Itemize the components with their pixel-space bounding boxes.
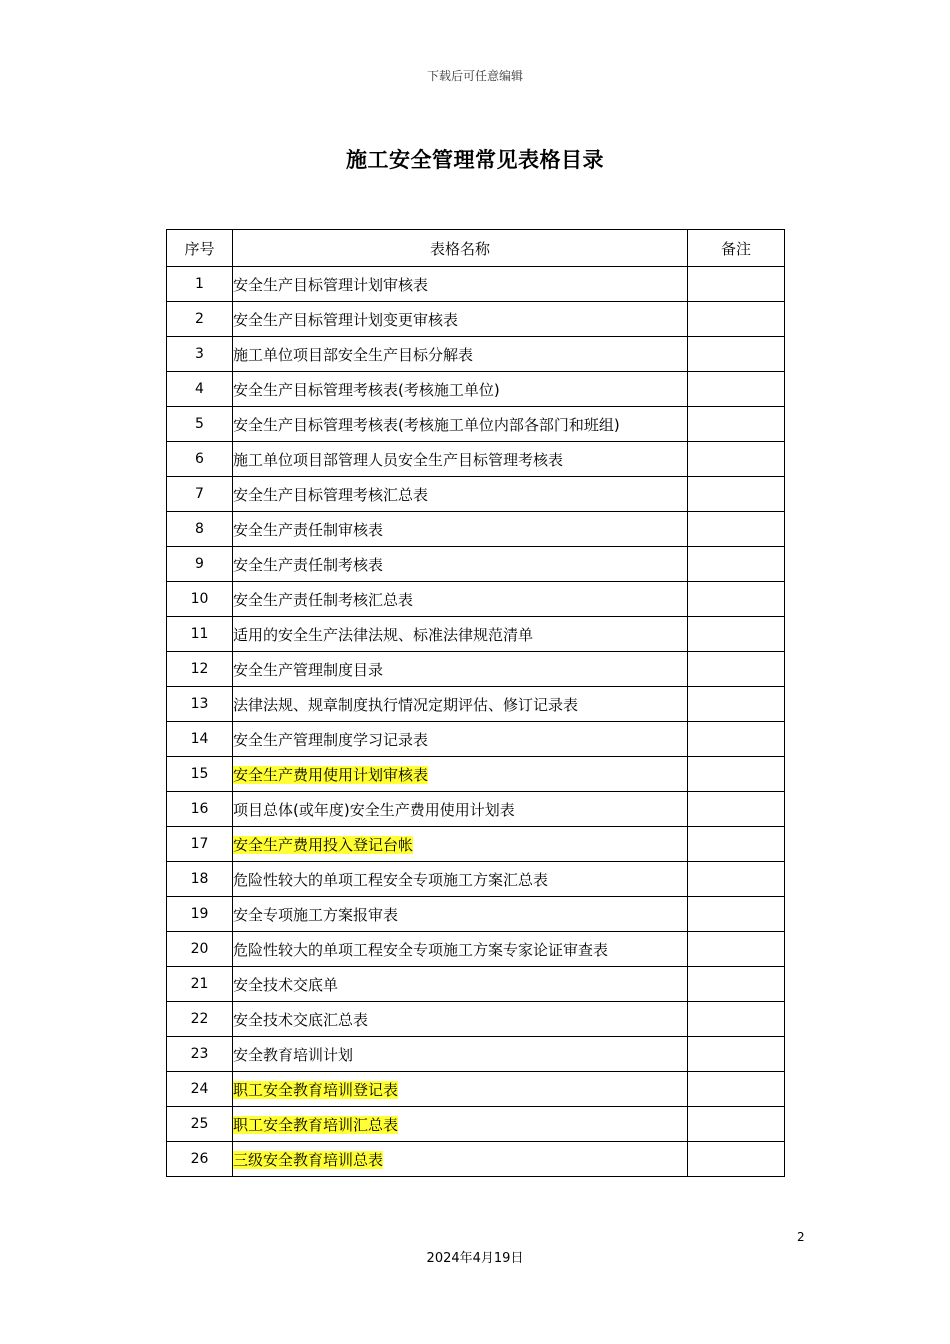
row-form-name: 安全生产责任制考核汇总表 [233, 590, 414, 609]
row-form-name-cell [233, 1072, 688, 1107]
row-form-name: 施工单位项目部安全生产目标分解表 [233, 345, 474, 364]
row-form-name: 危险性较大的单项工程安全专项施工方案汇总表 [233, 870, 549, 889]
table-row [167, 617, 785, 652]
row-number: 4 [167, 372, 233, 407]
table-row [167, 582, 785, 617]
row-form-name: 安全教育培训计划 [233, 1045, 354, 1064]
row-form-name-cell [233, 442, 688, 477]
row-form-name-cell [233, 687, 688, 722]
row-number: 7 [167, 477, 233, 512]
table-row [167, 932, 785, 967]
row-remarks [688, 1037, 785, 1072]
row-number: 12 [167, 652, 233, 687]
row-remarks [688, 652, 785, 687]
row-form-name-cell [233, 477, 688, 512]
row-form-name-cell [233, 1002, 688, 1037]
table-row [167, 267, 785, 302]
table-row [167, 827, 785, 862]
row-form-name-cell [233, 302, 688, 337]
row-form-name: 项目总体(或年度)安全生产费用使用计划表 [233, 800, 515, 819]
row-form-name-cell [233, 897, 688, 932]
table-header-row [167, 230, 785, 267]
row-form-name: 安全生产目标管理计划审核表 [233, 275, 429, 294]
table-row [167, 372, 785, 407]
row-form-name-cell [233, 337, 688, 372]
row-number: 16 [167, 792, 233, 827]
row-form-name: 职工安全教育培训汇总表 [233, 1115, 399, 1134]
row-number: 11 [167, 617, 233, 652]
row-number: 6 [167, 442, 233, 477]
row-remarks [688, 1002, 785, 1037]
row-form-name: 安全生产责任制考核表 [233, 555, 384, 574]
row-form-name-cell [233, 722, 688, 757]
table-row [167, 687, 785, 722]
row-form-name: 安全生产目标管理考核汇总表 [233, 485, 429, 504]
row-form-name: 安全生产目标管理考核表(考核施工单位内部各部门和班组) [233, 415, 620, 434]
table-row [167, 652, 785, 687]
row-form-name: 职工安全教育培训登记表 [233, 1080, 399, 1099]
table-row [167, 722, 785, 757]
row-remarks [688, 617, 785, 652]
row-number: 13 [167, 687, 233, 722]
row-number: 15 [167, 757, 233, 792]
table-row [167, 302, 785, 337]
row-form-name: 安全生产管理制度目录 [233, 660, 384, 679]
row-form-name: 安全专项施工方案报审表 [233, 905, 399, 924]
table-row [167, 442, 785, 477]
row-form-name-cell [233, 512, 688, 547]
row-number: 26 [167, 1142, 233, 1177]
row-number: 9 [167, 547, 233, 582]
row-number: 5 [167, 407, 233, 442]
row-form-name: 安全生产管理制度学习记录表 [233, 730, 429, 749]
row-remarks [688, 897, 785, 932]
row-remarks [688, 1107, 785, 1142]
row-form-name-cell [233, 827, 688, 862]
column-header-number: 序号 [167, 230, 233, 267]
row-remarks [688, 792, 785, 827]
row-form-name: 适用的安全生产法律法规、标准法律规范清单 [233, 625, 534, 644]
row-form-name-cell [233, 757, 688, 792]
row-number: 20 [167, 932, 233, 967]
table-row [167, 512, 785, 547]
row-number: 10 [167, 582, 233, 617]
row-number: 21 [167, 967, 233, 1002]
table-row [167, 477, 785, 512]
table-row [167, 897, 785, 932]
row-remarks [688, 582, 785, 617]
row-remarks [688, 302, 785, 337]
row-form-name: 安全生产责任制审核表 [233, 520, 384, 539]
row-form-name-cell [233, 267, 688, 302]
table-row [167, 1037, 785, 1072]
row-form-name-cell [233, 372, 688, 407]
row-remarks [688, 757, 785, 792]
row-number: 1 [167, 267, 233, 302]
row-form-name-cell [233, 652, 688, 687]
row-form-name: 三级安全教育培训总表 [233, 1150, 384, 1169]
table-row [167, 337, 785, 372]
footer-date: 2024年4月19日 [426, 1251, 524, 1266]
row-remarks [688, 372, 785, 407]
row-remarks [688, 442, 785, 477]
row-remarks [688, 722, 785, 757]
row-form-name-cell [233, 1107, 688, 1142]
row-number: 8 [167, 512, 233, 547]
table-row [167, 1002, 785, 1037]
header-note: 下载后可任意编辑 [426, 69, 523, 83]
table-row [167, 1072, 785, 1107]
table-row [167, 407, 785, 442]
row-remarks [688, 932, 785, 967]
row-form-name-cell [233, 932, 688, 967]
table-body [167, 267, 785, 1177]
row-remarks [688, 827, 785, 862]
row-remarks [688, 337, 785, 372]
row-form-name: 危险性较大的单项工程安全专项施工方案专家论证审查表 [233, 940, 609, 959]
row-form-name-cell [233, 1142, 688, 1177]
row-remarks [688, 267, 785, 302]
table-row [167, 757, 785, 792]
row-number: 17 [167, 827, 233, 862]
row-form-name-cell [233, 862, 688, 897]
row-remarks [688, 1142, 785, 1177]
row-number: 14 [167, 722, 233, 757]
row-number: 25 [167, 1107, 233, 1142]
table-row [167, 862, 785, 897]
row-remarks [688, 512, 785, 547]
row-form-name: 法律法规、规章制度执行情况定期评估、修订记录表 [233, 695, 579, 714]
table-row [167, 1107, 785, 1142]
row-number: 24 [167, 1072, 233, 1107]
table-row [167, 967, 785, 1002]
row-number: 18 [167, 862, 233, 897]
row-form-name-cell [233, 1037, 688, 1072]
column-header-remarks: 备注 [688, 230, 785, 267]
row-form-name-cell [233, 407, 688, 442]
table-row [167, 1142, 785, 1177]
row-form-name-cell [233, 617, 688, 652]
row-form-name: 安全技术交底汇总表 [233, 1010, 369, 1029]
row-remarks [688, 967, 785, 1002]
row-form-name-cell [233, 967, 688, 1002]
row-form-name-cell [233, 792, 688, 827]
table-row [167, 792, 785, 827]
row-remarks [688, 547, 785, 582]
row-number: 23 [167, 1037, 233, 1072]
row-form-name: 安全技术交底单 [233, 975, 339, 994]
page-number: 2 [797, 1230, 805, 1244]
row-form-name: 安全生产费用使用计划审核表 [233, 765, 429, 784]
row-number: 2 [167, 302, 233, 337]
table-row [167, 547, 785, 582]
row-remarks [688, 1072, 785, 1107]
row-form-name: 安全生产费用投入登记台帐 [233, 835, 414, 854]
row-form-name: 施工单位项目部管理人员安全生产目标管理考核表 [233, 450, 564, 469]
row-remarks [688, 862, 785, 897]
form-index-table [166, 229, 785, 1177]
row-number: 22 [167, 1002, 233, 1037]
row-form-name: 安全生产目标管理考核表(考核施工单位) [233, 380, 500, 399]
row-remarks [688, 687, 785, 722]
row-number: 19 [167, 897, 233, 932]
row-form-name: 安全生产目标管理计划变更审核表 [233, 310, 459, 329]
row-form-name-cell [233, 582, 688, 617]
document-title: 施工安全管理常见表格目录 [346, 148, 604, 172]
column-header-form-name: 表格名称 [233, 230, 688, 267]
row-number: 3 [167, 337, 233, 372]
row-remarks [688, 407, 785, 442]
row-remarks [688, 477, 785, 512]
row-form-name-cell [233, 547, 688, 582]
